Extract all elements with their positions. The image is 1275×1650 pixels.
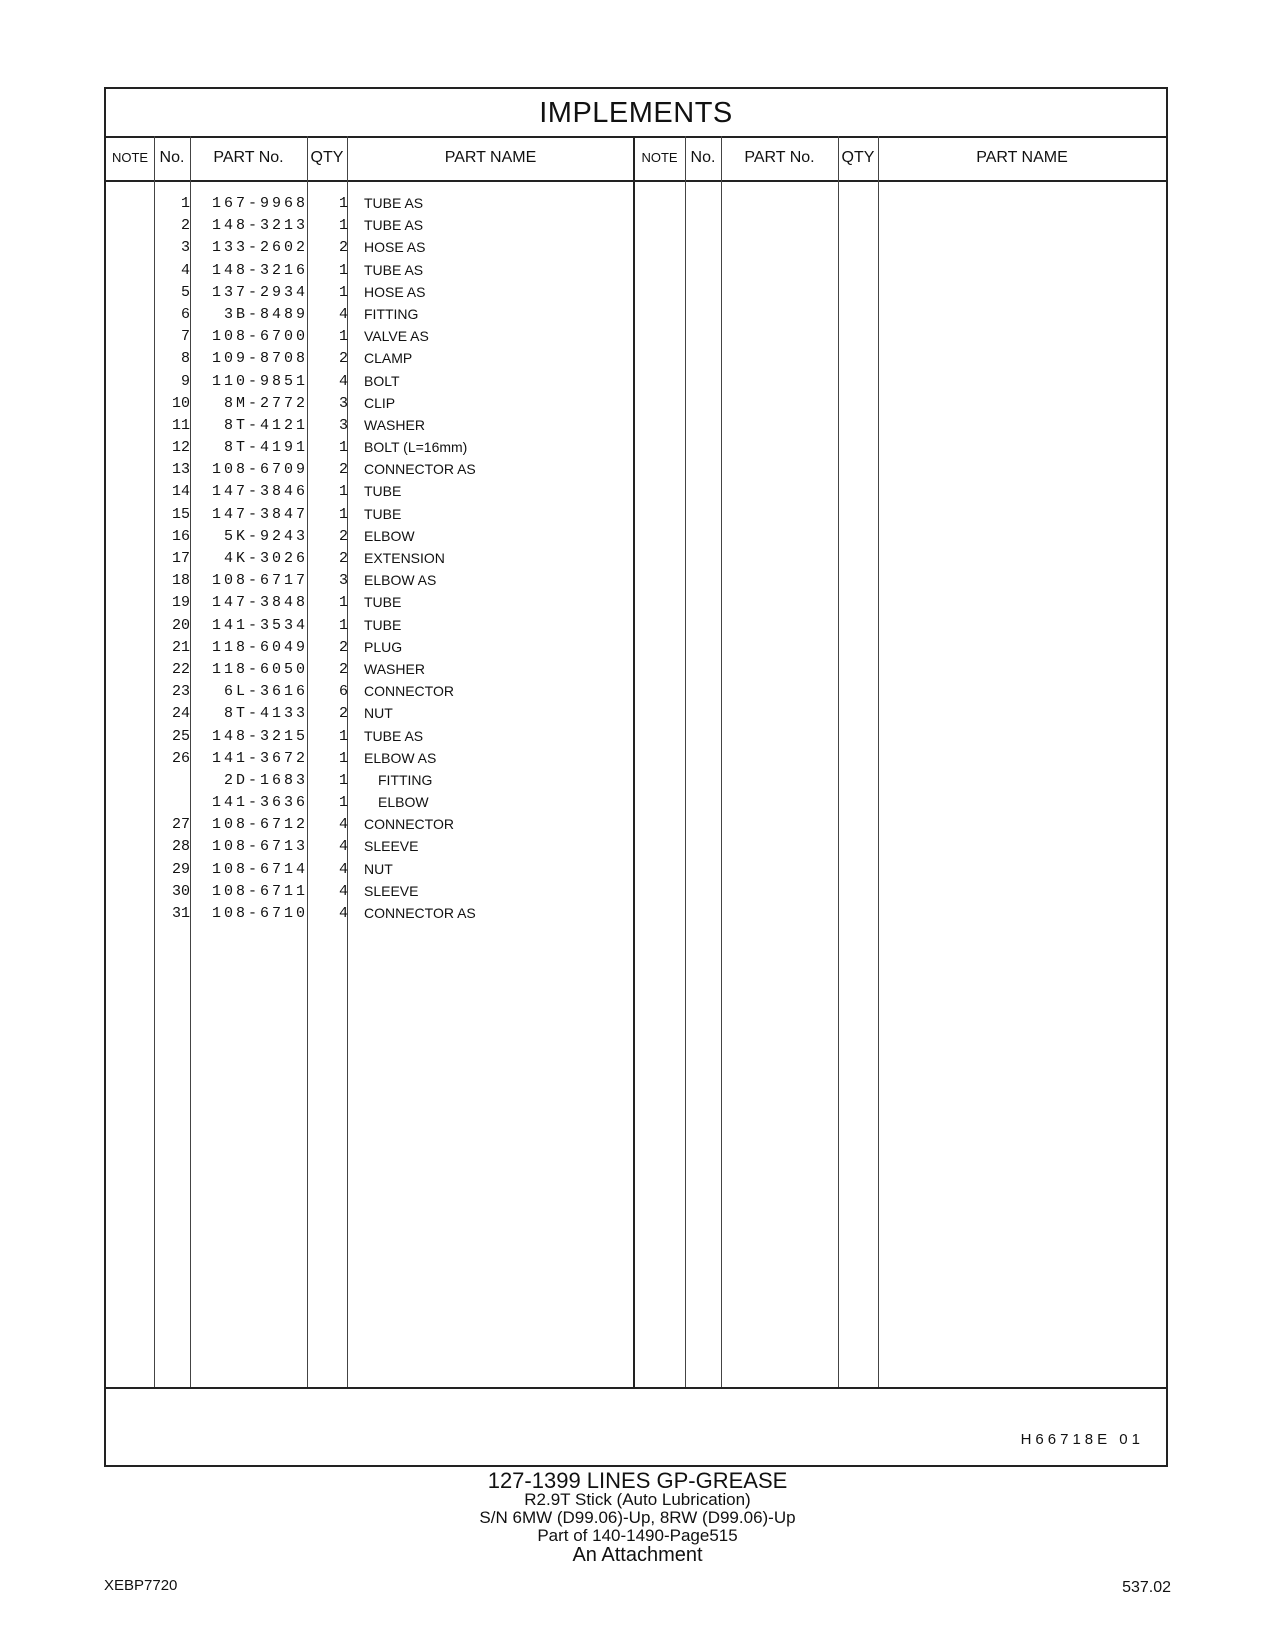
header-note-right: NOTE <box>641 150 678 165</box>
item-number: 10 <box>171 394 190 412</box>
caption-title: 127-1399 LINES GP-GREASE <box>487 1468 788 1493</box>
item-number: 2 <box>180 217 190 235</box>
quantity: 4 <box>338 905 348 922</box>
item-number: 5 <box>180 283 190 301</box>
item-number: 8 <box>180 350 190 368</box>
part-name: TUBE <box>364 594 402 611</box>
part-name: WASHER <box>364 660 425 677</box>
part-number: 148-3216 <box>211 261 308 279</box>
page-title: IMPLEMENTS <box>106 89 1166 138</box>
part-name: CONNECTOR <box>364 683 454 700</box>
table-row <box>106 905 636 927</box>
item-number: 15 <box>171 505 190 523</box>
table-header <box>106 136 1166 182</box>
table-row <box>106 705 636 727</box>
quantity: 2 <box>338 705 348 723</box>
quantity: 1 <box>338 594 348 612</box>
quantity: 2 <box>338 638 348 656</box>
item-number: 27 <box>171 816 190 834</box>
part-name: CONNECTOR <box>364 816 454 833</box>
item-number: 23 <box>171 683 190 701</box>
item-number: 28 <box>171 838 190 856</box>
part-name: ELBOW <box>364 527 415 544</box>
caption-reference: Part of 140-1490-Page515 <box>537 1526 738 1545</box>
item-number: 29 <box>171 860 190 878</box>
quantity: 2 <box>338 350 348 368</box>
quantity: 1 <box>338 283 348 301</box>
table-row <box>106 528 636 550</box>
item-number: 11 <box>171 416 190 434</box>
table-row <box>106 816 636 838</box>
item-number: 4 <box>180 261 190 279</box>
quantity: 2 <box>338 527 348 545</box>
table-row <box>106 883 636 905</box>
header-part-name-right: PART NAME <box>976 149 1068 166</box>
quantity: 4 <box>338 838 348 856</box>
part-name: BOLT (L=16mm) <box>364 439 468 456</box>
part-name: FITTING <box>378 771 433 788</box>
part-name: TUBE AS <box>364 261 424 278</box>
part-name: SLEEVE <box>364 838 419 855</box>
part-name: TUBE AS <box>364 217 424 234</box>
quantity: 2 <box>338 550 348 567</box>
part-name: VALVE AS <box>364 328 429 345</box>
table-row <box>106 728 636 750</box>
quantity: 2 <box>338 660 348 678</box>
column-divider <box>878 136 879 1387</box>
part-number: 141-3534 <box>211 616 308 634</box>
table-row <box>106 373 636 395</box>
table-row <box>106 461 636 483</box>
part-number: 6L-3616 <box>223 683 308 701</box>
part-number: 109-8708 <box>211 350 308 368</box>
part-name: CONNECTOR AS <box>364 461 476 478</box>
part-name: ELBOW <box>378 794 429 811</box>
part-name: HOSE AS <box>364 283 426 300</box>
part-name: FITTING <box>364 305 419 322</box>
table-row <box>106 262 636 284</box>
item-number: 26 <box>171 749 190 767</box>
header-qty-left: QTY <box>310 149 344 166</box>
drawing-code: H66718E 01 <box>1020 1431 1144 1448</box>
header-no-left: No. <box>159 149 185 166</box>
part-number: 4K-3026 <box>223 550 308 567</box>
part-name: CLAMP <box>364 350 413 367</box>
part-number: 110-9851 <box>211 372 308 390</box>
quantity: 1 <box>338 328 348 346</box>
part-number: 108-6700 <box>211 328 308 346</box>
table-row <box>106 217 636 239</box>
part-number: 3B-8489 <box>223 305 308 323</box>
item-number: 19 <box>171 594 190 612</box>
document-id: XEBP7720 <box>104 1577 178 1594</box>
column-divider <box>721 136 722 1387</box>
item-number: 18 <box>171 572 190 590</box>
part-number: 137-2934 <box>211 283 308 301</box>
quantity: 1 <box>338 794 348 812</box>
part-name: PLUG <box>364 638 403 655</box>
quantity: 3 <box>338 394 348 412</box>
item-number: 21 <box>171 638 190 656</box>
table-row <box>106 506 636 528</box>
table-row <box>106 772 636 794</box>
item-number: 12 <box>171 439 190 457</box>
table-row <box>106 483 636 505</box>
table-row <box>106 617 636 639</box>
quantity: 1 <box>338 439 348 457</box>
part-name: CONNECTOR AS <box>364 905 476 921</box>
quantity: 1 <box>338 505 348 523</box>
table-row <box>106 395 636 417</box>
table-row <box>106 239 636 261</box>
header-part-name-left: PART NAME <box>444 149 537 166</box>
item-number: 6 <box>180 305 190 323</box>
caption-serial-numbers: S/N 6MW (D99.06)-Up, 8RW (D99.06)-Up <box>479 1508 796 1527</box>
item-number: 22 <box>171 660 190 678</box>
part-name: WASHER <box>364 416 425 433</box>
part-number: 108-6712 <box>211 816 308 834</box>
quantity: 1 <box>338 483 348 501</box>
part-number: 5K-9243 <box>223 527 308 545</box>
part-name: SLEEVE <box>364 882 419 899</box>
part-number: 141-3672 <box>211 749 308 767</box>
table-row <box>106 794 636 816</box>
part-number: 148-3213 <box>211 217 308 235</box>
item-number: 7 <box>180 328 190 346</box>
part-number: 2D-1683 <box>223 771 308 789</box>
quantity: 3 <box>338 572 348 590</box>
part-number: 108-6714 <box>211 860 308 878</box>
caption-attachment: An Attachment <box>572 1544 703 1566</box>
table-row <box>106 639 636 661</box>
part-number: 118-6050 <box>211 660 308 678</box>
quantity: 1 <box>338 195 348 212</box>
part-name: ELBOW AS <box>364 572 437 589</box>
header-part-no-right: PART No. <box>744 149 815 166</box>
caption-subtitle: R2.9T Stick (Auto Lubrication) <box>524 1490 751 1509</box>
part-number: 147-3848 <box>211 594 308 612</box>
table-row <box>106 861 636 883</box>
part-name: ELBOW AS <box>364 749 437 766</box>
table-row <box>106 594 636 616</box>
drawing-info-area <box>106 1387 1166 1467</box>
item-number: 31 <box>171 905 190 922</box>
part-name: TUBE <box>364 483 402 500</box>
item-number: 25 <box>171 727 190 745</box>
page-number: 537.02 <box>1122 1579 1171 1596</box>
quantity: 1 <box>338 616 348 634</box>
table-row <box>106 661 636 683</box>
part-name: CLIP <box>364 394 396 411</box>
part-name: HOSE AS <box>364 239 426 256</box>
header-part-no-left: PART No. <box>213 149 284 166</box>
table-row <box>106 417 636 439</box>
part-name: TUBE AS <box>364 727 424 744</box>
part-number: 108-6713 <box>211 838 308 856</box>
quantity: 4 <box>338 816 348 834</box>
part-number: 148-3215 <box>211 727 308 745</box>
table-row <box>106 550 636 572</box>
quantity: 2 <box>338 239 348 257</box>
part-number: 8T-4121 <box>223 416 308 434</box>
header-no-right: No. <box>690 149 716 166</box>
part-number: 147-3847 <box>211 505 308 523</box>
part-number: 108-6711 <box>211 882 308 900</box>
part-number: 108-6709 <box>211 461 308 479</box>
item-number: 30 <box>171 882 190 900</box>
quantity: 3 <box>338 416 348 434</box>
quantity: 1 <box>338 217 348 235</box>
table-row <box>106 306 636 328</box>
part-name: TUBE AS <box>364 195 424 211</box>
part-number: 147-3846 <box>211 483 308 501</box>
item-number: 13 <box>171 461 190 479</box>
table-row <box>106 328 636 350</box>
item-number: 3 <box>180 239 190 257</box>
part-number: 108-6710 <box>211 905 308 922</box>
part-number: 167-9968 <box>211 195 308 212</box>
part-number: 8T-4133 <box>223 705 308 723</box>
table-row <box>106 350 636 372</box>
table-row <box>106 683 636 705</box>
quantity: 6 <box>338 683 348 701</box>
parts-list <box>106 195 636 927</box>
item-number: 17 <box>171 550 190 567</box>
part-name: BOLT <box>364 372 400 389</box>
quantity: 4 <box>338 372 348 390</box>
parts-table-frame <box>104 87 1168 1467</box>
quantity: 2 <box>338 461 348 479</box>
table-row <box>106 284 636 306</box>
quantity: 1 <box>338 261 348 279</box>
quantity: 4 <box>338 860 348 878</box>
table-row <box>106 750 636 772</box>
item-number: 24 <box>171 705 190 723</box>
quantity: 4 <box>338 882 348 900</box>
part-number: 8M-2772 <box>223 394 308 412</box>
table-row <box>106 439 636 461</box>
item-number: 20 <box>171 616 190 634</box>
table-row <box>106 838 636 860</box>
quantity: 1 <box>338 727 348 745</box>
table-row <box>106 572 636 594</box>
item-number: 9 <box>180 372 190 390</box>
item-number: 16 <box>171 527 190 545</box>
part-name: TUBE <box>364 616 402 633</box>
quantity: 1 <box>338 771 348 789</box>
part-name: NUT <box>364 860 393 877</box>
column-divider <box>838 136 839 1387</box>
header-note-left: NOTE <box>111 150 149 165</box>
part-number: 141-3636 <box>211 794 308 812</box>
table-row <box>106 195 636 217</box>
quantity: 1 <box>338 749 348 767</box>
part-name: TUBE <box>364 505 402 522</box>
item-number: 14 <box>171 483 190 501</box>
part-number: 108-6717 <box>211 572 308 590</box>
column-divider <box>685 136 686 1387</box>
quantity: 4 <box>338 305 348 323</box>
header-qty-right: QTY <box>841 149 875 166</box>
part-number: 133-2602 <box>211 239 308 257</box>
part-number: 118-6049 <box>211 638 308 656</box>
part-number: 8T-4191 <box>223 439 308 457</box>
item-number: 1 <box>180 195 190 212</box>
part-name: EXTENSION <box>364 550 445 566</box>
part-name: NUT <box>364 705 393 722</box>
